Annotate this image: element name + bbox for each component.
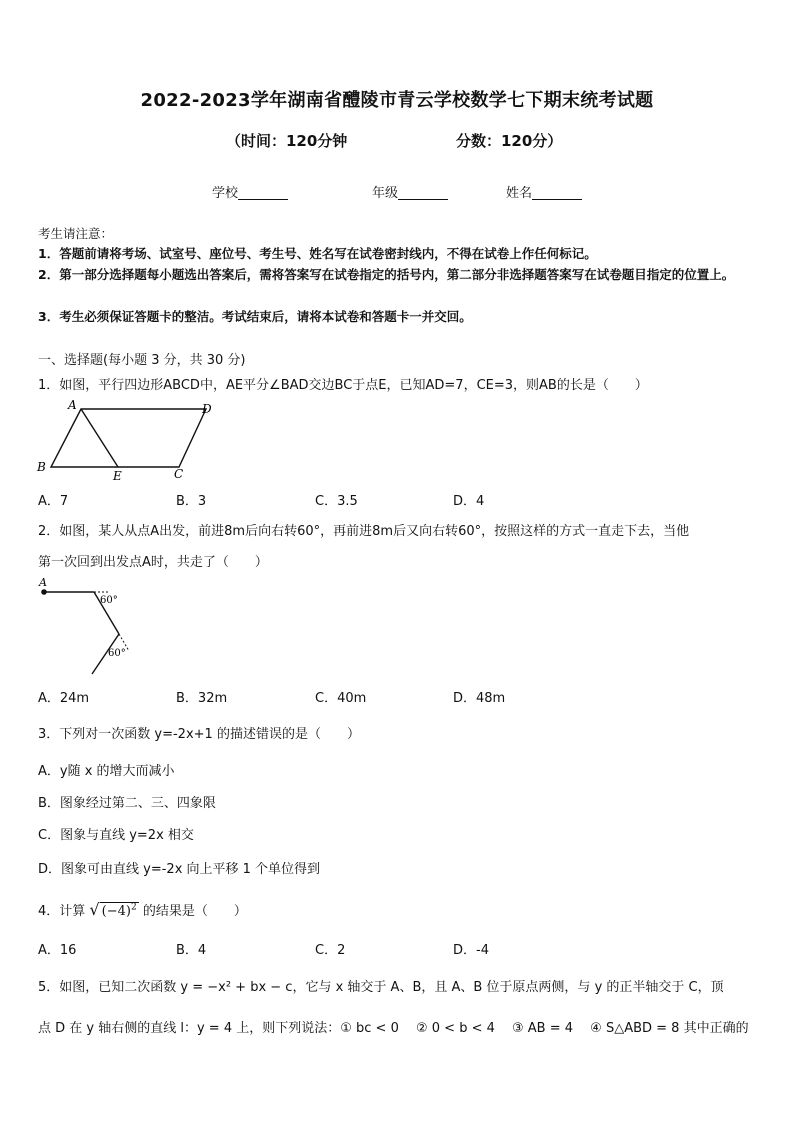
angle-label-2: 60° xyxy=(108,648,126,659)
note-2: 2．第一部分选择题每小题选出答案后，需将答案写在试卷指定的括号内，第二部分非选择题答案写在试卷题目指定的位置上。 xyxy=(38,267,735,282)
grade-blank[interactable] xyxy=(398,185,448,200)
angle-label-1: 60° xyxy=(100,595,118,606)
parallelogram-abcd xyxy=(51,409,206,467)
q3-option-a[interactable]: A．y随 x 的增大而减小 xyxy=(38,764,175,779)
q1-option-a[interactable]: A．7 xyxy=(38,494,69,509)
school-label: 学校 xyxy=(212,186,239,201)
question-2-line2: 第一次回到出发点A时，共走了（ ） xyxy=(38,555,268,570)
q3-option-b[interactable]: B．图象经过第二、三、四象限 xyxy=(38,796,216,811)
name-label: 姓名 xyxy=(506,186,533,201)
note-3: 3．考生必须保证答题卡的整洁。考试结束后，请将本试卷和答题卡一并交回。 xyxy=(38,309,472,324)
grade-label: 年级 xyxy=(372,186,399,201)
q1-option-c[interactable]: C．3.5 xyxy=(315,494,358,509)
q4-text-after: 的结果是（ ） xyxy=(142,904,247,919)
question-2-figure xyxy=(34,574,144,678)
label-b: B xyxy=(37,460,46,474)
q4-option-c[interactable]: C．2 xyxy=(315,943,346,958)
notes-title: 考生请注意： xyxy=(38,226,114,241)
label-d: D xyxy=(202,402,212,416)
grade-field[interactable] xyxy=(372,182,448,201)
q1-option-b[interactable]: B．3 xyxy=(176,494,207,509)
label-c: C xyxy=(174,467,184,481)
label-a: A xyxy=(68,398,77,412)
q2-option-a[interactable]: A．24m xyxy=(38,691,90,706)
name-blank[interactable] xyxy=(532,185,582,200)
q4-option-a[interactable]: A．16 xyxy=(38,943,77,958)
name-field[interactable] xyxy=(506,182,582,201)
q2-option-c[interactable]: C．40m xyxy=(315,691,367,706)
q4-option-d[interactable]: D．-4 xyxy=(453,943,489,958)
question-5-line1: 5．如图，已知二次函数 y = −x² + bx − c，它与 x 轴交于 A、B，且 A、B 位于原点两侧，与 y 的正半轴交于 C，顶 xyxy=(38,980,724,995)
page-title: 2022-2023学年湖南省醴陵市青云学校数学七下期末统考试题 xyxy=(140,90,654,111)
question-3-text: 3．下列对一次函数 y=-2x+1 的描述错误的是（ ） xyxy=(38,727,360,742)
q2-option-b[interactable]: B．32m xyxy=(176,691,228,706)
segment-ae xyxy=(81,409,118,467)
q4-text-before: 4．计算 xyxy=(38,904,86,919)
q3-option-d[interactable]: D．图象可由直线 y=-2x 向上平移 1 个单位得到 xyxy=(38,862,321,877)
note-1: 1．答题前请将考场、试室号、座位号、考生号、姓名写在试卷密封线内，不得在试卷上作任何标记。 xyxy=(38,246,597,261)
exam-score: 分数：120分） xyxy=(456,132,563,150)
q2-option-d[interactable]: D．48m xyxy=(453,691,506,706)
q3-option-c[interactable]: C．图象与直线 y=2x 相交 xyxy=(38,828,194,843)
question-4-text xyxy=(38,900,247,919)
q1-option-d[interactable]: D．4 xyxy=(453,494,485,509)
label-a: A xyxy=(39,576,47,589)
school-field[interactable] xyxy=(212,182,288,201)
question-1-figure xyxy=(34,396,224,482)
q4-option-b[interactable]: B．4 xyxy=(176,943,207,958)
exam-time: （时间：120分钟 xyxy=(226,132,348,150)
sqrt-symbol: √ xyxy=(89,900,100,919)
section-heading: 一、选择题(每小题 3 分，共 30 分) xyxy=(38,353,246,368)
sqrt-radicand: $(-4)^2$ xyxy=(101,902,137,919)
question-5-line2: 点 D 在 y 轴右侧的直线 l：y = 4 上，则下列说法：① bc < 0 ② 0 < b < 4 ③ AB = 4 ④ S△ABD = 8 其中正确的 xyxy=(38,1021,749,1036)
school-blank[interactable] xyxy=(238,185,288,200)
question-2-line1: 2．如图，某人从点A出发，前进8m后向右转60°，再前进8m后又向右转60°，按照这样的方式一直走下去，当他 xyxy=(38,524,690,539)
label-e: E xyxy=(113,469,122,482)
question-1-text: 1．如图，平行四边形ABCD中，AE平分∠BAD交边BC于点E，已知AD=7，CE=3，则AB的长是（ ） xyxy=(38,378,648,393)
